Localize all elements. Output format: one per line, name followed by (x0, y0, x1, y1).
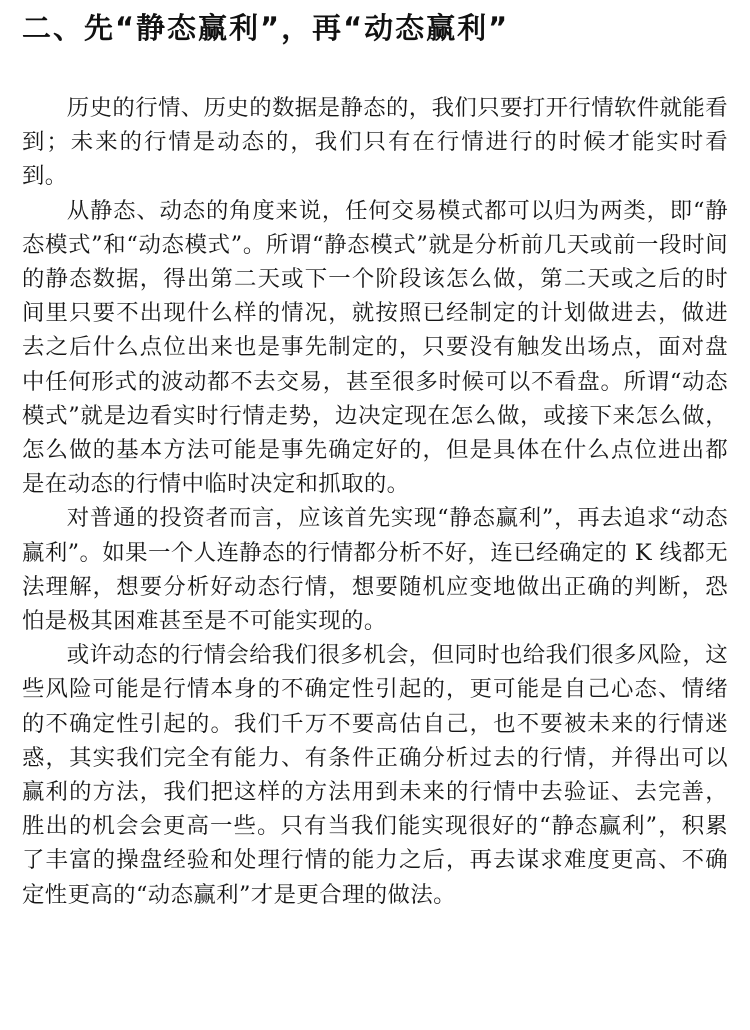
paragraph-static-vs-dynamic-data: 历史的行情、历史的数据是静态的，我们只要打开行情软件就能看到；未来的行情是动态的，我们只有在行情进行的时候才能实时看到。 (22, 95, 728, 190)
paragraph-static-profit-first: 对普通的投资者而言，应该首先实现“静态赢利”，再去追求“动态赢利”。如果一个人连静态的行情都分析不好，连已经确定的 K 线都无法理解，想要分析好动态行情，想要随机应变地做出正确的判断，恐怕是极其困难甚至是不可能实现的。 (22, 505, 728, 635)
paragraph-risk-and-method: 或许动态的行情会给我们很多机会，但同时也给我们很多风险，这些风险可能是行情本身的不确定性引起的，更可能是自己心态、情绪的不确定性引起的。我们千万不要高估自己，也不要被未来的行情迷惑，其实我们完全有能力、有条件正确分析过去的行情，并得出可以赢利的方法，我们把这样的方法用到未来的行情中去验证、去完善，胜出的机会会更高一些。只有当我们能实现很好的“静态赢利”，积累了丰富的操盘经验和处理行情的能力之后，再去谋求难度更高、不确定性更高的“动态赢利”才是更合理的做法。 (22, 642, 728, 908)
body-text (22, 91, 728, 912)
section-heading: 二、先“静态赢利”，再“动态赢利” (22, 11, 510, 45)
paragraph-trading-modes: 从静态、动态的角度来说，任何交易模式都可以归为两类，即“静态模式”和“动态模式”。所谓“静态模式”就是分析前几天或前一段时间的静态数据，得出第二天或下一个阶段该怎么做，第二天或之后的时间里只要不出现什么样的情况，就按照已经制定的计划做进去，做进去之后什么点位出来也是事先制定的，只要没有触发出场点，面对盘中任何形式的波动都不去交易，甚至很多时候可以不看盘。所谓“动态模式”就是边看实时行情走势，边决定现在怎么做，或接下来怎么做，怎么做的基本方法可能是事先确定好的，但是具体在什么点位进出都是在动态的行情中临时决定和抓取的。 (22, 197, 728, 498)
